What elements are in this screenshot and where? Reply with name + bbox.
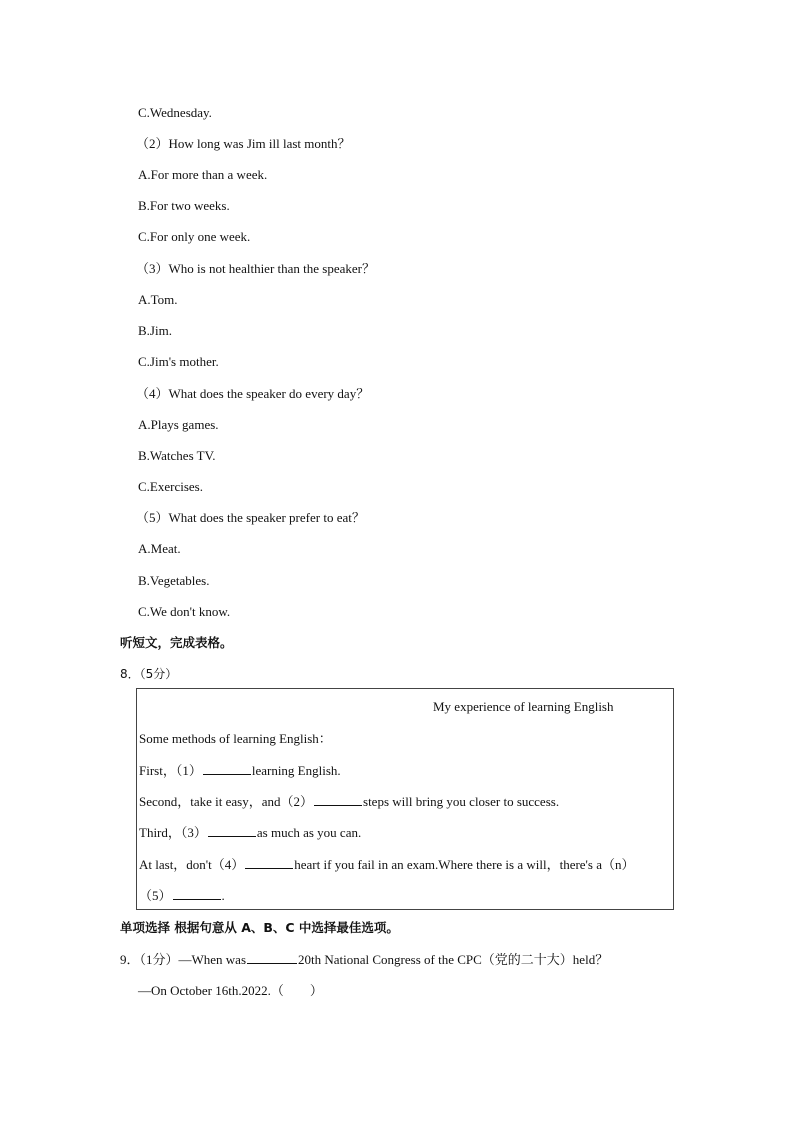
blank-q9[interactable]	[247, 951, 297, 964]
question-8-table	[136, 688, 674, 910]
option-b: B.For two weeks.	[138, 198, 230, 213]
option-c-wednesday: C.Wednesday.	[138, 105, 212, 120]
question-7-2: （2）How long was Jim ill last month？	[136, 136, 351, 151]
question-8-number: 8．（5分）	[120, 667, 178, 681]
option-b: B.Watches TV.	[138, 448, 216, 463]
option-a: A.Meat.	[138, 541, 181, 556]
option-c: C.For only one week.	[138, 229, 251, 244]
section-heading-choice: 单项选择 根据句意从 A、B、C 中选择最佳选项。	[120, 920, 399, 935]
table-line-5: （5） .	[139, 888, 225, 903]
question-9-line-1: 9．（1分）—When was 20th National Congress of the CPC（党的二十大）held？	[120, 952, 609, 967]
table-line-2: Second，take it easy，and（2） steps will bring you closer to success.	[139, 794, 560, 809]
question-7-4: （4）What does the speaker do every day？	[136, 386, 370, 401]
table-intro: Some methods of learning English：	[139, 731, 332, 746]
option-a: A.Plays games.	[138, 417, 219, 432]
option-b: B.Jim.	[138, 323, 172, 338]
option-c: C.Jim's mother.	[138, 354, 219, 369]
option-a: A.Tom.	[138, 292, 178, 307]
option-c: C.Exercises.	[138, 479, 203, 494]
blank-5[interactable]	[173, 887, 221, 900]
question-7-3: （3）Who is not healthier than the speaker？	[136, 261, 375, 276]
table-line-4: At last，don't（4） heart if you fail in an exam.Where there is a will，there's a（n）	[139, 857, 635, 872]
question-9-line-2: —On October 16th.2022.（ ）	[138, 983, 323, 998]
section-heading-listening: 听短文，完成表格。	[120, 635, 233, 650]
blank-3[interactable]	[208, 824, 256, 837]
option-a: A.For more than a week.	[138, 167, 268, 182]
blank-2[interactable]	[314, 793, 362, 806]
option-c: C.We don't know.	[138, 604, 231, 619]
table-title: My experience of learning English	[433, 699, 614, 714]
question-7-5: （5）What does the speaker prefer to eat？	[136, 510, 365, 525]
option-b: B.Vegetables.	[138, 573, 210, 588]
table-line-1: First，（1） learning English.	[139, 763, 341, 778]
blank-4[interactable]	[245, 856, 293, 869]
blank-1[interactable]	[203, 762, 251, 775]
table-line-3: Third，（3） as much as you can.	[139, 825, 362, 840]
